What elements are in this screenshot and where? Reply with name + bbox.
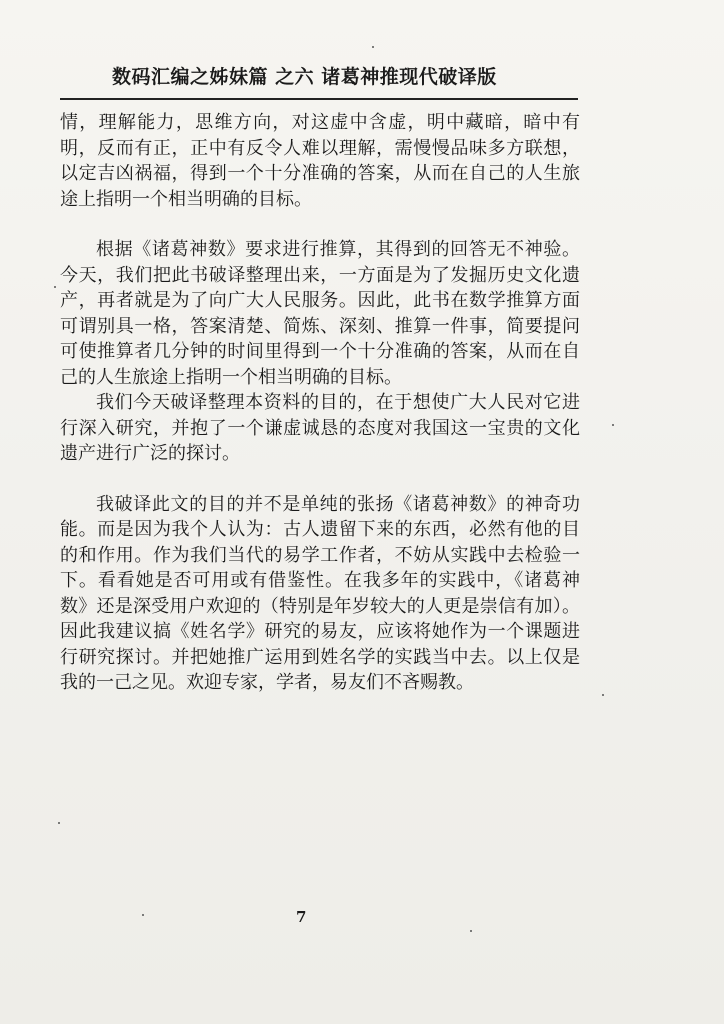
body-text [60, 110, 580, 696]
scan-speck [612, 424, 614, 426]
scan-speck [470, 930, 472, 932]
scan-speck [54, 286, 56, 288]
scan-speck [142, 914, 144, 916]
paragraph-continued: 情，理解能力，思维方向，对这虚中含虚，明中藏暗，暗中有明，反而有正，正中有反令人难以理解，需慢慢品味多方联想，以定吉凶祸福，得到一个十分准确的答案，从而在自己的人生旅途上指明一个相当明确的目标。 [60, 112, 580, 210]
scan-speck [58, 822, 60, 824]
paragraph-4: 我破译此文的目的并不是单纯的张扬《诸葛神数》的神奇功能。而是因为我个人认为：古人遗留下来的东西，必然有他的目的和作用。作为我们当代的易学工作者，不妨从实践中去检验一下。看看她是否可用或有借鉴性。在我多年的实践中，《诸葛神数》还是深受用户欢迎的（特别是年岁较大的人更是崇信有加）。因此我建议搞《姓名学》研究的易友，应该将她作为一个课题进行研究探讨。并把她推广运用到姓名学的实践当中去。以上仅是我的一己之见。欢迎专家，学者，易友们不吝赐教。 [60, 493, 580, 693]
header-rule [60, 98, 578, 100]
scan-speck [372, 46, 374, 48]
paragraph-2: 根据《诸葛神数》要求进行推算，其得到的回答无不神验。今天，我们把此书破译整理出来，一方面是为了发掘历史文化遗产，再者就是为了向广大人民服务。因此，此书在数学推算方面可谓别具一格，答案清楚、简炼、深刻、推算一件事，简要提问可使推算者几分钟的时间里得到一个十分准确的答案，从而在自己的人生旅途上指明一个相当明确的目标。 [60, 239, 580, 388]
page-number: 7 [296, 908, 307, 926]
paragraph-3: 我们今天破译整理本资料的目的，在于想使广大人民对它进行深入研究，并抱了一个谦虚诚恳的态度对我国这一宝贵的文化遗产进行广泛的探讨。 [60, 392, 580, 464]
scan-speck [602, 694, 604, 696]
running-header: 数码汇编之姊妹篇 之六 诸葛神推现代破译版 [112, 66, 497, 88]
